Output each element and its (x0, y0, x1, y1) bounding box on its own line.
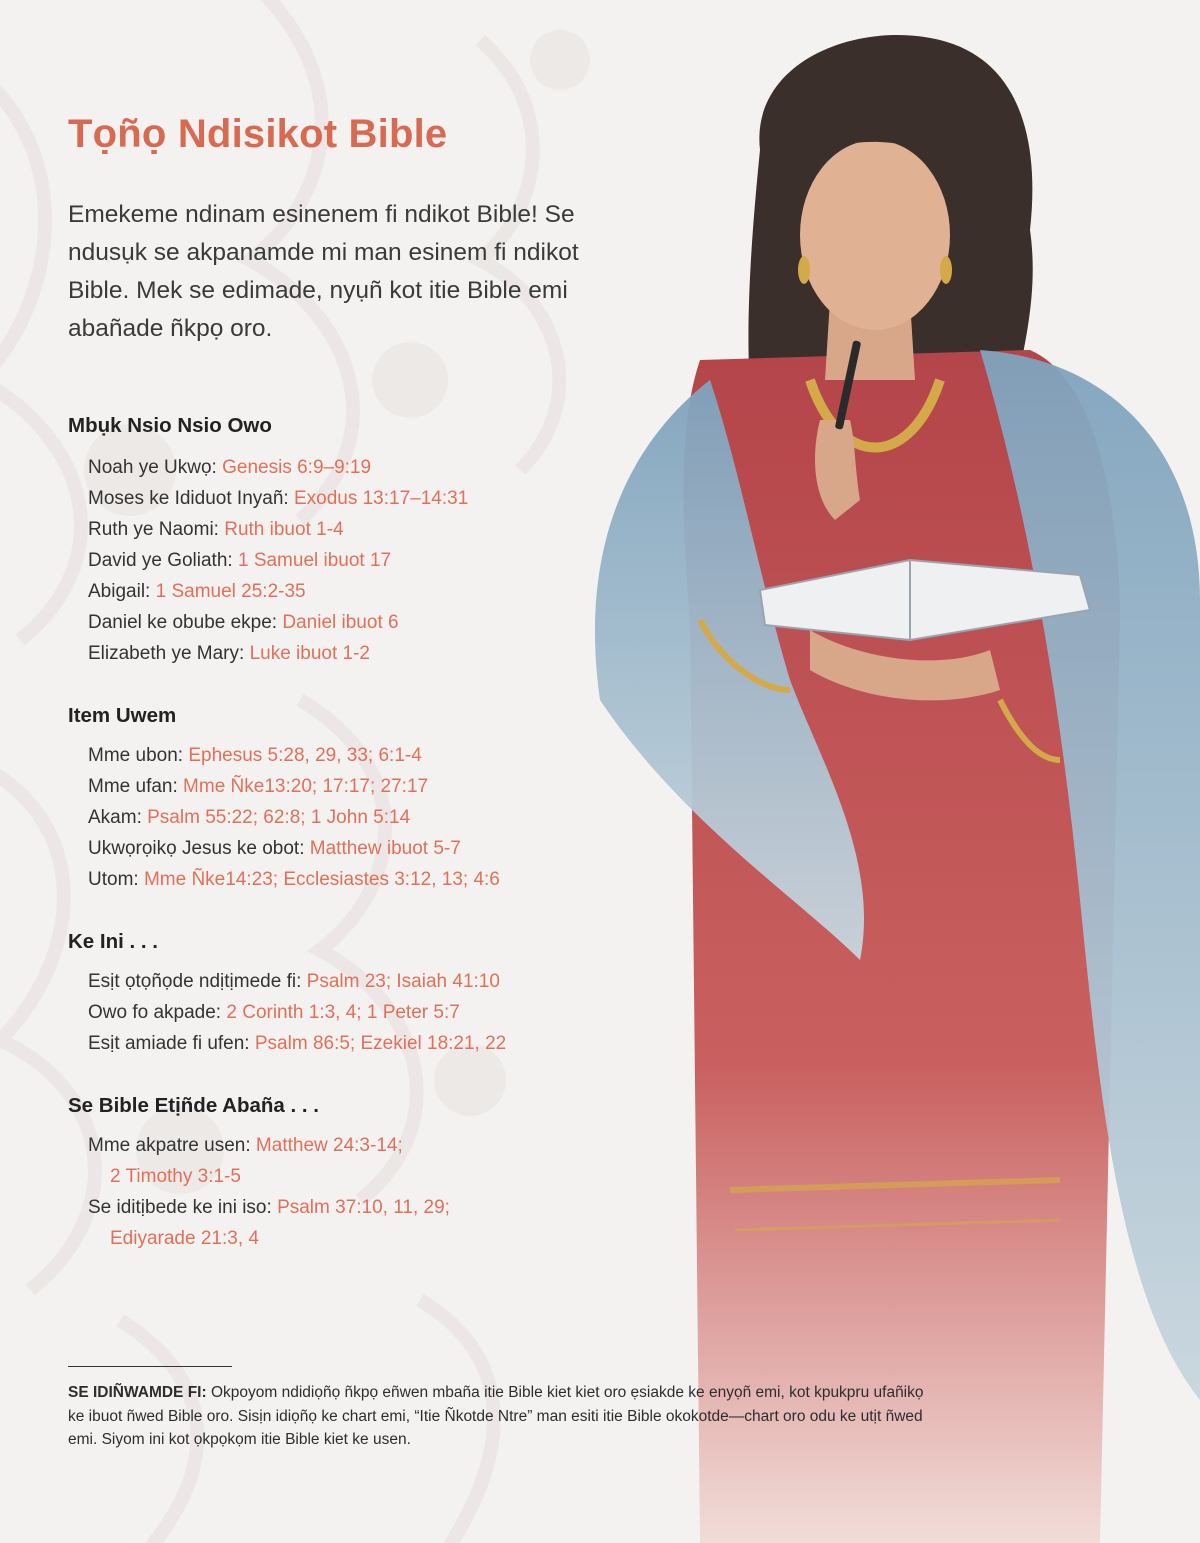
list-item (88, 576, 608, 607)
scripture-reference[interactable]: 1 Samuel 25:2-35 (155, 581, 306, 602)
list-item (88, 997, 608, 1028)
topic-label: Moses ke Ididuot Inyañ: (88, 488, 294, 509)
topic-label: Esịt ọtọñọde ndịtịmede fi: (88, 971, 307, 992)
scripture-reference[interactable]: 1 Samuel ibuot 17 (237, 550, 392, 571)
footnote (68, 1381, 928, 1452)
reference-list-ke-ini (88, 966, 608, 1059)
scripture-reference[interactable]: Psalm 23; Isaiah 41:10 (306, 971, 500, 992)
list-item (88, 833, 608, 864)
topic-label: Abigail: (88, 581, 156, 602)
list-item (88, 771, 608, 802)
scripture-reference[interactable]: 2 Corinth 1:3, 4; 1 Peter 5:7 (226, 1002, 460, 1023)
scripture-reference[interactable]: Ephesus 5:28, 29, 33; 6:1-4 (188, 745, 422, 766)
topic-label: Daniel ke obube ekpe: (88, 612, 283, 633)
intro-paragraph: Emekeme ndinam esinenem fi ndikot Bible! Se ndusụk se akpanamde mi man esinem fi ndikot Bible. Mek se edimade, nyụñ kot itie Bible emi abañade ñkpọ oro. (68, 201, 579, 342)
scripture-reference[interactable]: Ruth ibuot 1-4 (224, 519, 344, 540)
list-item (88, 607, 608, 638)
scripture-reference[interactable]: Mme Ñke13:20; 17:17; 27:17 (183, 776, 429, 797)
woman-reading-bible-illustration (560, 0, 1200, 1543)
section-heading-item-uwem: Item Uwem (68, 704, 177, 727)
scripture-reference[interactable]: Exodus 13:17–14:31 (293, 488, 469, 509)
topic-label: Utom: (88, 869, 144, 890)
list-item (88, 1028, 608, 1059)
topic-label: Ukwọrọikọ Jesus ke obot: (88, 838, 310, 859)
topic-label: Ruth ye Naomi: (88, 519, 225, 540)
topic-label: Se iditịbede ke ini iso: (88, 1197, 278, 1218)
list-item (88, 740, 608, 771)
footnote-divider (68, 1366, 232, 1367)
topic-label: Owo fo akpade: (88, 1002, 227, 1023)
footnote-text: Okpoyom ndidiọñọ ñkpọ eñwen mbaña itie Bible kiet kiet oro ẹsiakde ke enyọñ emi, kot kpukpru ufañikọ ke ibuot ñwed Bible oro. Sisịn idiọñọ ke chart emi, “Itie Ñkotde Ntre” man esiti itie Bible okokotde—chart oro odu ke utịt ñwed emi. Siyom ini kot ọkpọkọm itie Bible kiet ke usen. (68, 1384, 924, 1448)
scripture-reference[interactable]: Psalm 37:10, 11, 29; (277, 1197, 450, 1218)
scripture-reference[interactable]: Matthew ibuot 5-7 (309, 838, 461, 859)
list-item (88, 1130, 608, 1192)
topic-label: Noah ye Ukwọ: (88, 457, 223, 478)
list-item (88, 864, 608, 895)
list-item (88, 802, 608, 833)
list-item (88, 966, 608, 997)
topic-label: David ye Goliath: (88, 550, 238, 571)
list-item (88, 514, 608, 545)
reference-list-se-bible (88, 1130, 608, 1254)
topic-label: Elizabeth ye Mary: (88, 643, 250, 664)
scripture-reference[interactable]: Psalm 55:22; 62:8; 1 John 5:14 (147, 807, 411, 828)
reference-list-item-uwem (88, 740, 608, 895)
scripture-reference[interactable]: Psalm 86:5; Ezekiel 18:21, 22 (254, 1033, 507, 1054)
page-title: Tọñọ Ndisikot Bible (68, 112, 448, 156)
scripture-reference[interactable]: Luke ibuot 1-2 (249, 643, 370, 664)
scripture-reference-continued[interactable]: 2 Timothy 3:1-5 (110, 1166, 241, 1187)
topic-label: Esịt amiade fi ufen: (88, 1033, 255, 1054)
topic-label: Akam: (88, 807, 148, 828)
scripture-reference[interactable]: Mme Ñke14:23; Ecclesiastes 3:12, 13; 4:6 (143, 869, 500, 890)
list-item (88, 545, 608, 576)
topic-label: Mme ufan: (88, 776, 184, 797)
reference-list-mbuk (88, 452, 608, 669)
scripture-reference[interactable]: Genesis 6:9–9:19 (222, 457, 372, 478)
topic-label: Mme akpatre usen: (88, 1135, 256, 1156)
list-item (88, 638, 608, 669)
section-heading-se-bible: Se Bible Etịñde Abaña . . . (68, 1094, 319, 1117)
footnote-lead: SE IDIÑWAMDE FI: (68, 1384, 207, 1401)
list-item (88, 452, 608, 483)
section-heading-mbuk: Mbụk Nsio Nsio Owo (68, 414, 272, 437)
scripture-reference[interactable]: Matthew 24:3-14; (255, 1135, 403, 1156)
scripture-reference-continued[interactable]: Ediyarade 21:3, 4 (110, 1228, 259, 1249)
list-item (88, 1192, 608, 1254)
topic-label: Mme ubon: (88, 745, 189, 766)
scripture-reference[interactable]: Daniel ibuot 6 (282, 612, 399, 633)
section-heading-ke-ini: Ke Ini . . . (68, 930, 158, 953)
list-item (88, 483, 608, 514)
